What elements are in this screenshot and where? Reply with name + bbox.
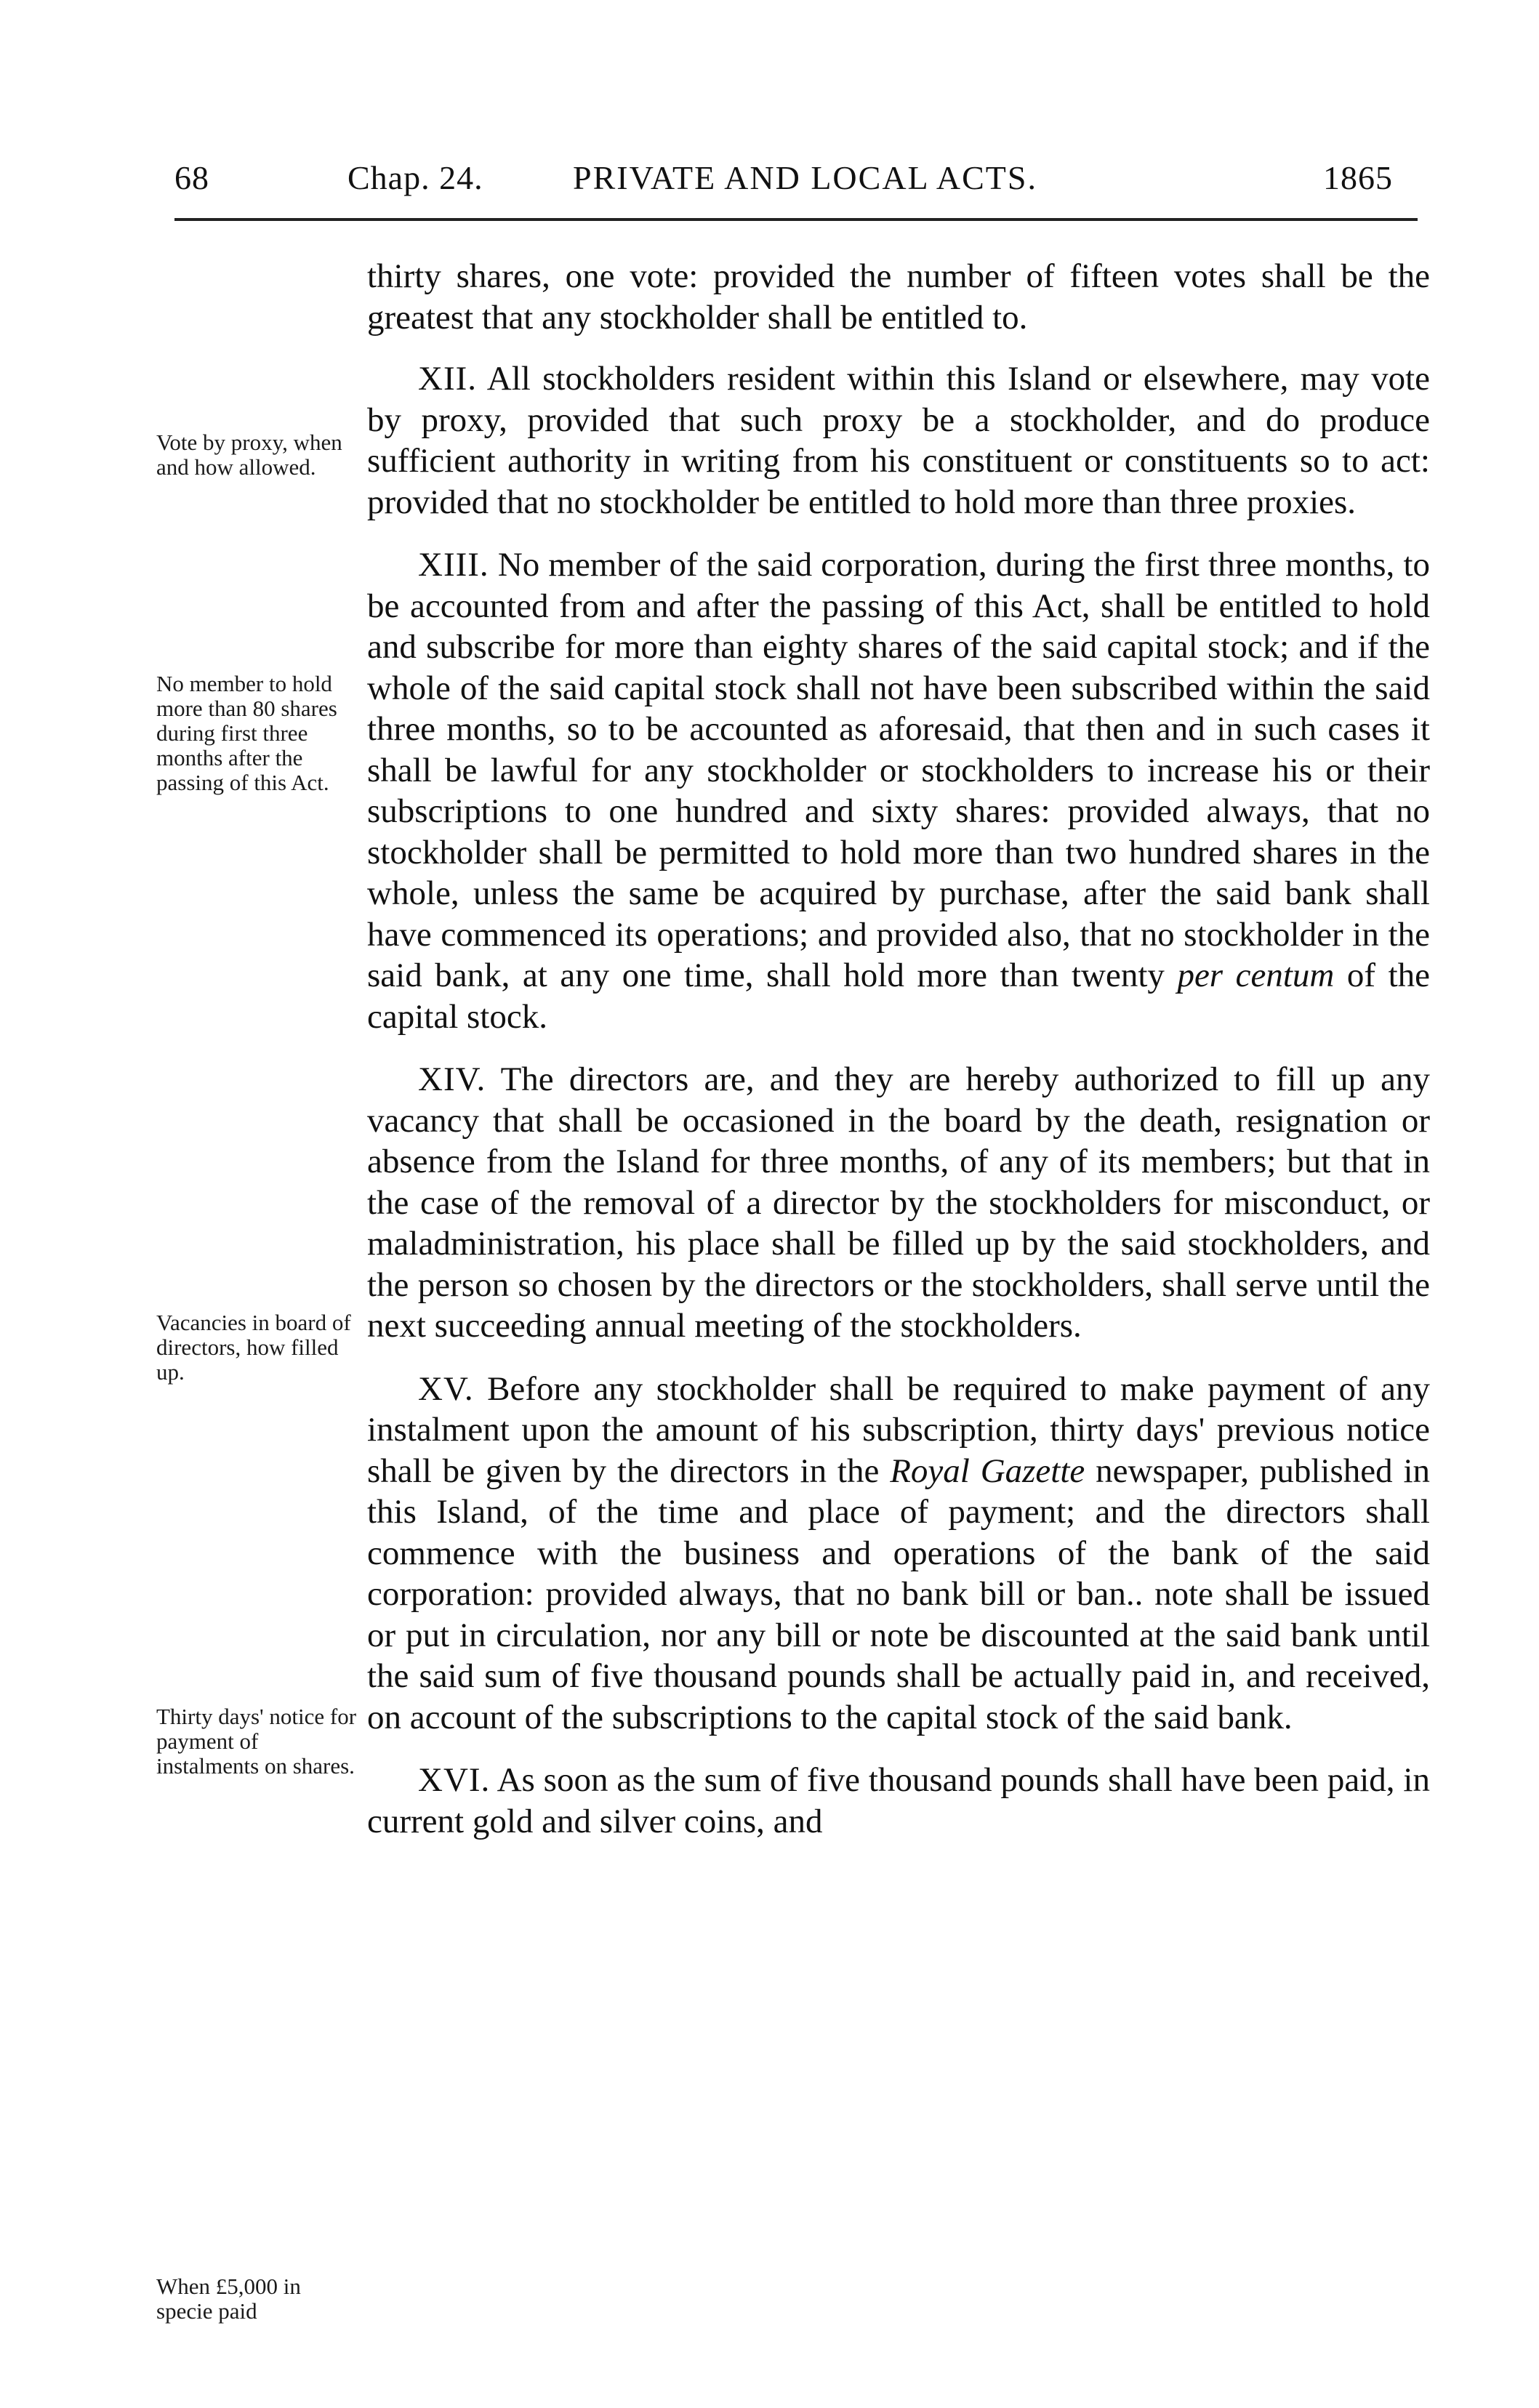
section-text-xiii-a: No member of the said corporation, during the first three months, to be accounted from and after the passing of this Act, shall be entitled to hold and subscribe for more than eighty shares of the said capital stock; and if the whole of the said capital stock shall not have been subscribed within the said three months, so to be accounted as aforesaid, that then and in such cases it shall be lawful for any stockholder or stockholders to increase his or their subscriptions to one hundred and sixty shares: provided always, that no stockholder shall be permitted to hold more than two hundred shares in the whole, unless the same be acquired by purchase, after the said bank shall have commenced its operations; and provided also, that no stockholder in the said bank, at any one time, shall hold more than twenty [367, 546, 1431, 994]
section-italic-xiii: per centum [1177, 957, 1335, 994]
margin-note-xvi: When £5,000 in specie paid [156, 2274, 301, 2324]
section-xiii [367, 544, 1430, 1037]
margin-note-xv: Thirty days' notice for payment of instalments on shares. [156, 1704, 357, 1779]
section-number-xii: XII. [418, 360, 477, 398]
margin-note-xiii: No member to hold more than 80 shares during first three months after the passing of this Act. [156, 671, 337, 795]
margin-note-xiv: Vacancies in board of directors, how filled up. [156, 1310, 351, 1385]
section-text-xvi: As soon as the sum of five thousand pounds shall have been paid, in current gold and silver coins, and [367, 1761, 1430, 1840]
margin-note-xii: Vote by proxy, when and how allowed. [156, 430, 342, 480]
section-number-xvi: XVI. [418, 1761, 491, 1799]
section-number-xiii: XIII. [418, 546, 489, 584]
running-header [174, 158, 1418, 202]
header-rule [174, 218, 1418, 221]
section-italic-xv: Royal Gazette [890, 1451, 1085, 1490]
section-number-xiv: XIV. [418, 1060, 486, 1098]
section-xv [367, 1369, 1430, 1739]
section-xii [367, 358, 1430, 523]
section-text-xii: All stockholders resident within this Island or elsewhere, may vote by proxy, provided that such proxy be a stockholder, and do produce sufficient authority in writing from his constituent or constituents so to act: provided that no stockholder be entitled to hold more than three proxies. [367, 360, 1430, 521]
section-xiv [367, 1059, 1430, 1347]
section-text-xiv: The directors are, and they are hereby authorized to fill up any vacancy that shall be occasioned in the board by the death, resignation or absence from the Island for three months, of any of its members; but that in the case of the removal of a director by the stockholders for misconduct, or maladministration, his place shall be filled up by the said stockholders, and the person so chosen by the directors or the stockholders, shall serve until the next succeeding annual meeting of the stockholders. [367, 1060, 1431, 1345]
section-text-xv-a: Before any stockholder shall be required to make payment of any instalment upon the amount of his subscription, thirty days' previous notice shall be given by the directors in the [367, 1369, 1430, 1490]
section-xvi [367, 1760, 1430, 1842]
section-text-xiii-b: of the capital stock. [367, 957, 1431, 1036]
page-number: 68 [174, 159, 209, 196]
section-text-xv-b: newspaper, published in this Island, of the time and place of payment; and the directors shall commence with the business and operations of the bank of the said corporation: provided always, that no bank bill or ban.. note shall be issued or put in circulation, nor any bill or note be discounted at the said bank until the said sum of five thousand pounds shall be actually paid in, and received, on account of the subscriptions to the capital stock of the said bank. [367, 1451, 1431, 1736]
chapter-label: Chap. 24. [347, 159, 483, 196]
year-label: 1865 [1323, 159, 1393, 196]
running-title: PRIVATE AND LOCAL ACTS. [573, 159, 1037, 196]
paragraph-intro: thirty shares, one vote: provided the number of fifteen votes shall be the greatest that any stockholder shall be entitled to. [367, 257, 1430, 337]
body-text [367, 256, 1430, 1842]
section-number-xv: XV. [418, 1369, 474, 1408]
